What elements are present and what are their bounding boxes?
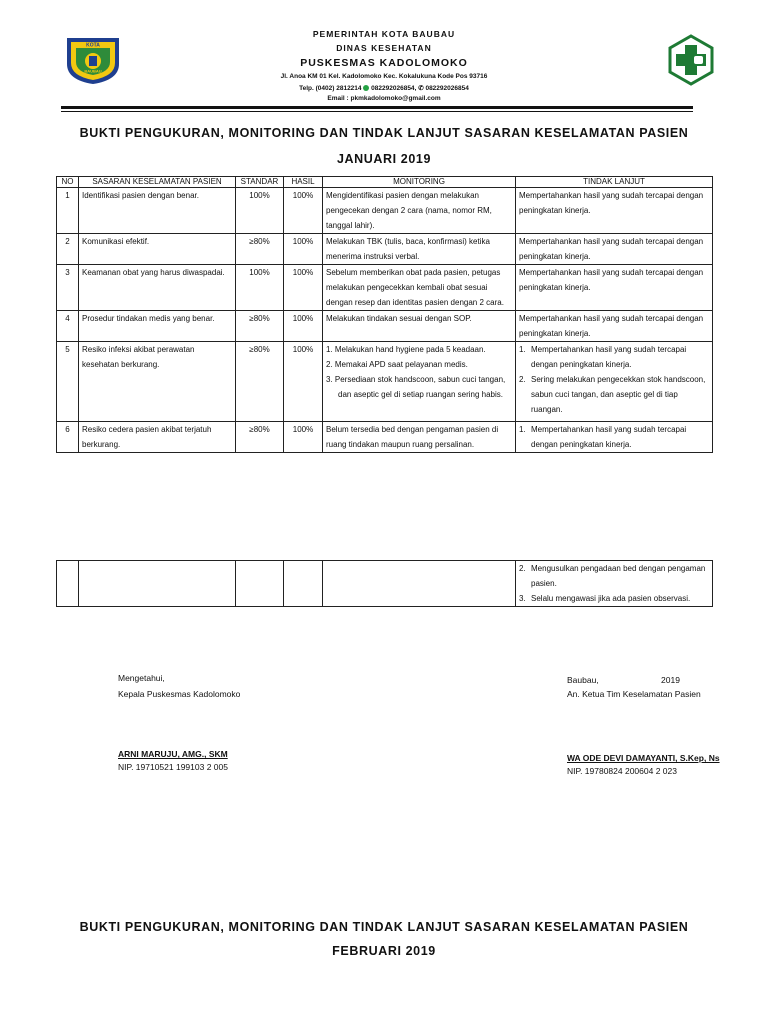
cell-monitoring xyxy=(323,342,516,422)
tindak-item xyxy=(519,342,709,372)
cell-standar xyxy=(236,561,284,607)
tindak-num: 1. xyxy=(519,425,526,434)
cell-hasil: 100% xyxy=(284,188,323,234)
cell-no: 3 xyxy=(57,265,79,311)
cell-standar: 100% xyxy=(236,265,284,311)
phone2-number: 082292026854 xyxy=(425,85,469,92)
sig-right-place: Baubau, xyxy=(567,675,599,685)
sig-right-nip: NIP. 19780824 200604 2 023 xyxy=(567,766,677,776)
col-monitoring: MONITORING xyxy=(323,177,516,188)
cell-no: 4 xyxy=(57,311,79,342)
doc2-title: BUKTI PENGUKURAN, MONITORING DAN TINDAK LANJUT SASARAN KESELAMATAN PASIEN xyxy=(79,920,689,934)
tindak-item xyxy=(519,422,709,452)
cell-sasaran: Resiko infeksi akibat perawatan kesehatan berkurang. xyxy=(79,342,236,422)
sasaran-table xyxy=(56,176,713,453)
cell-tindak-lanjut: Mempertahankan hasil yang sudah tercapai dengan peningkatan kinerja. xyxy=(516,234,713,265)
continuation-table xyxy=(56,560,713,607)
cell-standar: ≥80% xyxy=(236,311,284,342)
cell-hasil: 100% xyxy=(284,342,323,422)
tindak-num: 2. xyxy=(519,564,526,573)
cell-tindak-lanjut: Mempertahankan hasil yang sudah tercapai dengan peningkatan kinerja. xyxy=(516,311,713,342)
cell-tindak-lanjut xyxy=(516,561,713,607)
tindak-text: Mempertahankan hasil yang sudah tercapai dengan peningkatan kinerja. xyxy=(531,345,687,369)
col-sasaran: SASARAN KESELAMATAN PASIEN xyxy=(79,177,236,188)
signature-left-name-block xyxy=(118,748,358,773)
signature-left xyxy=(118,672,358,700)
tindak-item xyxy=(519,372,709,417)
sig-left-line1: Mengetahui, xyxy=(118,673,165,683)
cell-tindak-lanjut xyxy=(516,342,713,422)
sig-right-line2: An. Ketua Tim Keselamatan Pasien xyxy=(567,689,701,699)
sig-left-line2: Kepala Puskesmas Kadolomoko xyxy=(118,689,241,699)
cell-no: 2 xyxy=(57,234,79,265)
kop-line-1: PEMERINTAH KOTA BAUBAU xyxy=(312,29,456,39)
cell-sasaran: Identifikasi pasien dengan benar. xyxy=(79,188,236,234)
kop-address: Jl. Anoa KM 01 Kel. Kadolomoko Kec. Kokalukuna Kode Pos 93716 xyxy=(280,73,488,80)
cell-hasil: 100% xyxy=(284,265,323,311)
cell-no: 1 xyxy=(57,188,79,234)
signature-right xyxy=(567,674,747,700)
kop-email: Email : pkmkadolomoko@gmail.com xyxy=(327,95,441,102)
tindak-text: Mempertahankan hasil yang sudah tercapai dengan peningkatan kinerja. xyxy=(531,425,687,449)
kop-line-3: PUSKESMAS KADOLOMOKO xyxy=(300,57,468,69)
table-row xyxy=(57,561,713,607)
cell-monitoring xyxy=(323,561,516,607)
cell-sasaran: Resiko cedera pasien akibat terjatuh berkurang. xyxy=(79,422,236,453)
sig-left-name: ARNI MARUJU, AMG., SKM xyxy=(118,749,228,759)
monitoring-item: 3. Persediaan stok handscoon, sabun cuci tangan, xyxy=(326,375,506,384)
tindak-text: Selalu mengawasi jika ada pasien observasi. xyxy=(531,594,691,603)
doc-title: BUKTI PENGUKURAN, MONITORING DAN TINDAK LANJUT SASARAN KESELAMATAN PASIEN xyxy=(79,126,689,140)
cell-sasaran: Keamanan obat yang harus diwaspadai. xyxy=(79,265,236,311)
col-hasil: HASIL xyxy=(284,177,323,188)
cell-standar: 100% xyxy=(236,188,284,234)
cell-monitoring: Belum tersedia bed dengan pengaman pasien di ruang tindakan maupun ruang persalinan. xyxy=(323,422,516,453)
tindak-num: 1. xyxy=(519,345,526,354)
cell-tindak-lanjut: Mempertahankan hasil yang sudah tercapai dengan peningkatan kinerja. xyxy=(516,188,713,234)
header-rule-thin xyxy=(61,111,693,112)
cell-monitoring: Mengidentifikasi pasien dengan melakukan pengecekan dengan 2 cara (nama, nomor RM, tanggal lahir). xyxy=(323,188,516,234)
cell-tindak-lanjut xyxy=(516,422,713,453)
cell-no: 6 xyxy=(57,422,79,453)
table-header-row xyxy=(57,177,713,188)
tindak-text: Sering melakukan pengecekkan stok handscoon, sabun cuci tangan, dan aseptic gel di tiap ruangan. xyxy=(531,375,706,414)
monitoring-item: 1. Melakukan hand hygiene pada 5 keadaan. xyxy=(326,345,486,354)
cell-monitoring: Sebelum memberikan obat pada pasien, petugas melakukan pengecekkan kembali obat sesuai dengan resep dan identitas pasien dengan 2 cara. xyxy=(323,265,516,311)
logo-left-text: KOTA xyxy=(86,42,100,49)
tindak-item xyxy=(519,561,709,591)
kop-phone: Telp. (0402) 2812214 082292026854, ✆ 082292026854 xyxy=(299,85,469,92)
cell-tindak-lanjut: Mempertahankan hasil yang sudah tercapai dengan peningkatan kinerja. xyxy=(516,265,713,311)
phone-text: Telp. (0402) 2812214 xyxy=(299,85,362,92)
cell-sasaran: Komunikasi efektif. xyxy=(79,234,236,265)
sig-right-year: 2019 xyxy=(661,675,680,685)
cell-standar: ≥80% xyxy=(236,342,284,422)
table-row xyxy=(57,311,713,342)
cell-hasil: 100% xyxy=(284,422,323,453)
cell-sasaran: Prosedur tindakan medis yang benar. xyxy=(79,311,236,342)
tindak-text: Mengusulkan pengadaan bed dengan pengaman pasien. xyxy=(531,564,706,588)
cell-standar: ≥80% xyxy=(236,422,284,453)
sig-right-place-date xyxy=(567,674,747,686)
col-standar: STANDAR xyxy=(236,177,284,188)
whatsapp-icon xyxy=(363,85,369,91)
tindak-item xyxy=(519,591,709,606)
sig-left-nip: NIP. 19710521 199103 2 005 xyxy=(118,762,228,772)
cell-sasaran xyxy=(79,561,236,607)
tindak-num: 2. xyxy=(519,375,526,384)
cell-standar: ≥80% xyxy=(236,234,284,265)
cell-no: 5 xyxy=(57,342,79,422)
doc2-month: FEBRUARI 2019 xyxy=(332,944,436,958)
col-tindak-lanjut: TINDAK LANJUT xyxy=(516,177,713,188)
signature-right-name-block xyxy=(567,752,757,777)
table-row xyxy=(57,188,713,234)
monitoring-item: dan aseptic gel di setiap ruangan sering habis. xyxy=(338,390,503,399)
puskesmas-logo xyxy=(668,34,714,86)
header-rule-thick xyxy=(61,106,693,109)
sig-right-name: WA ODE DEVI DAMAYANTI, S.Kep, Ns xyxy=(567,753,720,763)
kop-line-2: DINAS KESEHATAN xyxy=(336,43,432,53)
monitoring-item: 2. Memakai APD saat pelayanan medis. xyxy=(326,360,468,369)
cell-hasil: 100% xyxy=(284,311,323,342)
table-row xyxy=(57,342,713,422)
whatsapp-number: 082292026854 xyxy=(371,85,415,92)
table-row xyxy=(57,234,713,265)
phone-icon: ✆ xyxy=(418,85,424,92)
tindak-num: 3. xyxy=(519,594,526,603)
doc-month: JANUARI 2019 xyxy=(336,152,432,166)
col-no: NO xyxy=(57,177,79,188)
cell-hasil: 100% xyxy=(284,234,323,265)
logo-left-sub: BAUBAU xyxy=(84,68,102,74)
cell-monitoring: Melakukan tindakan sesuai dengan SOP. xyxy=(323,311,516,342)
cell-monitoring: Melakukan TBK (tulis, baca, konfirmasi) ketika menerima instruksi verbal. xyxy=(323,234,516,265)
table-row xyxy=(57,265,713,311)
cell-hasil xyxy=(284,561,323,607)
table-row xyxy=(57,422,713,453)
cell-no xyxy=(57,561,79,607)
